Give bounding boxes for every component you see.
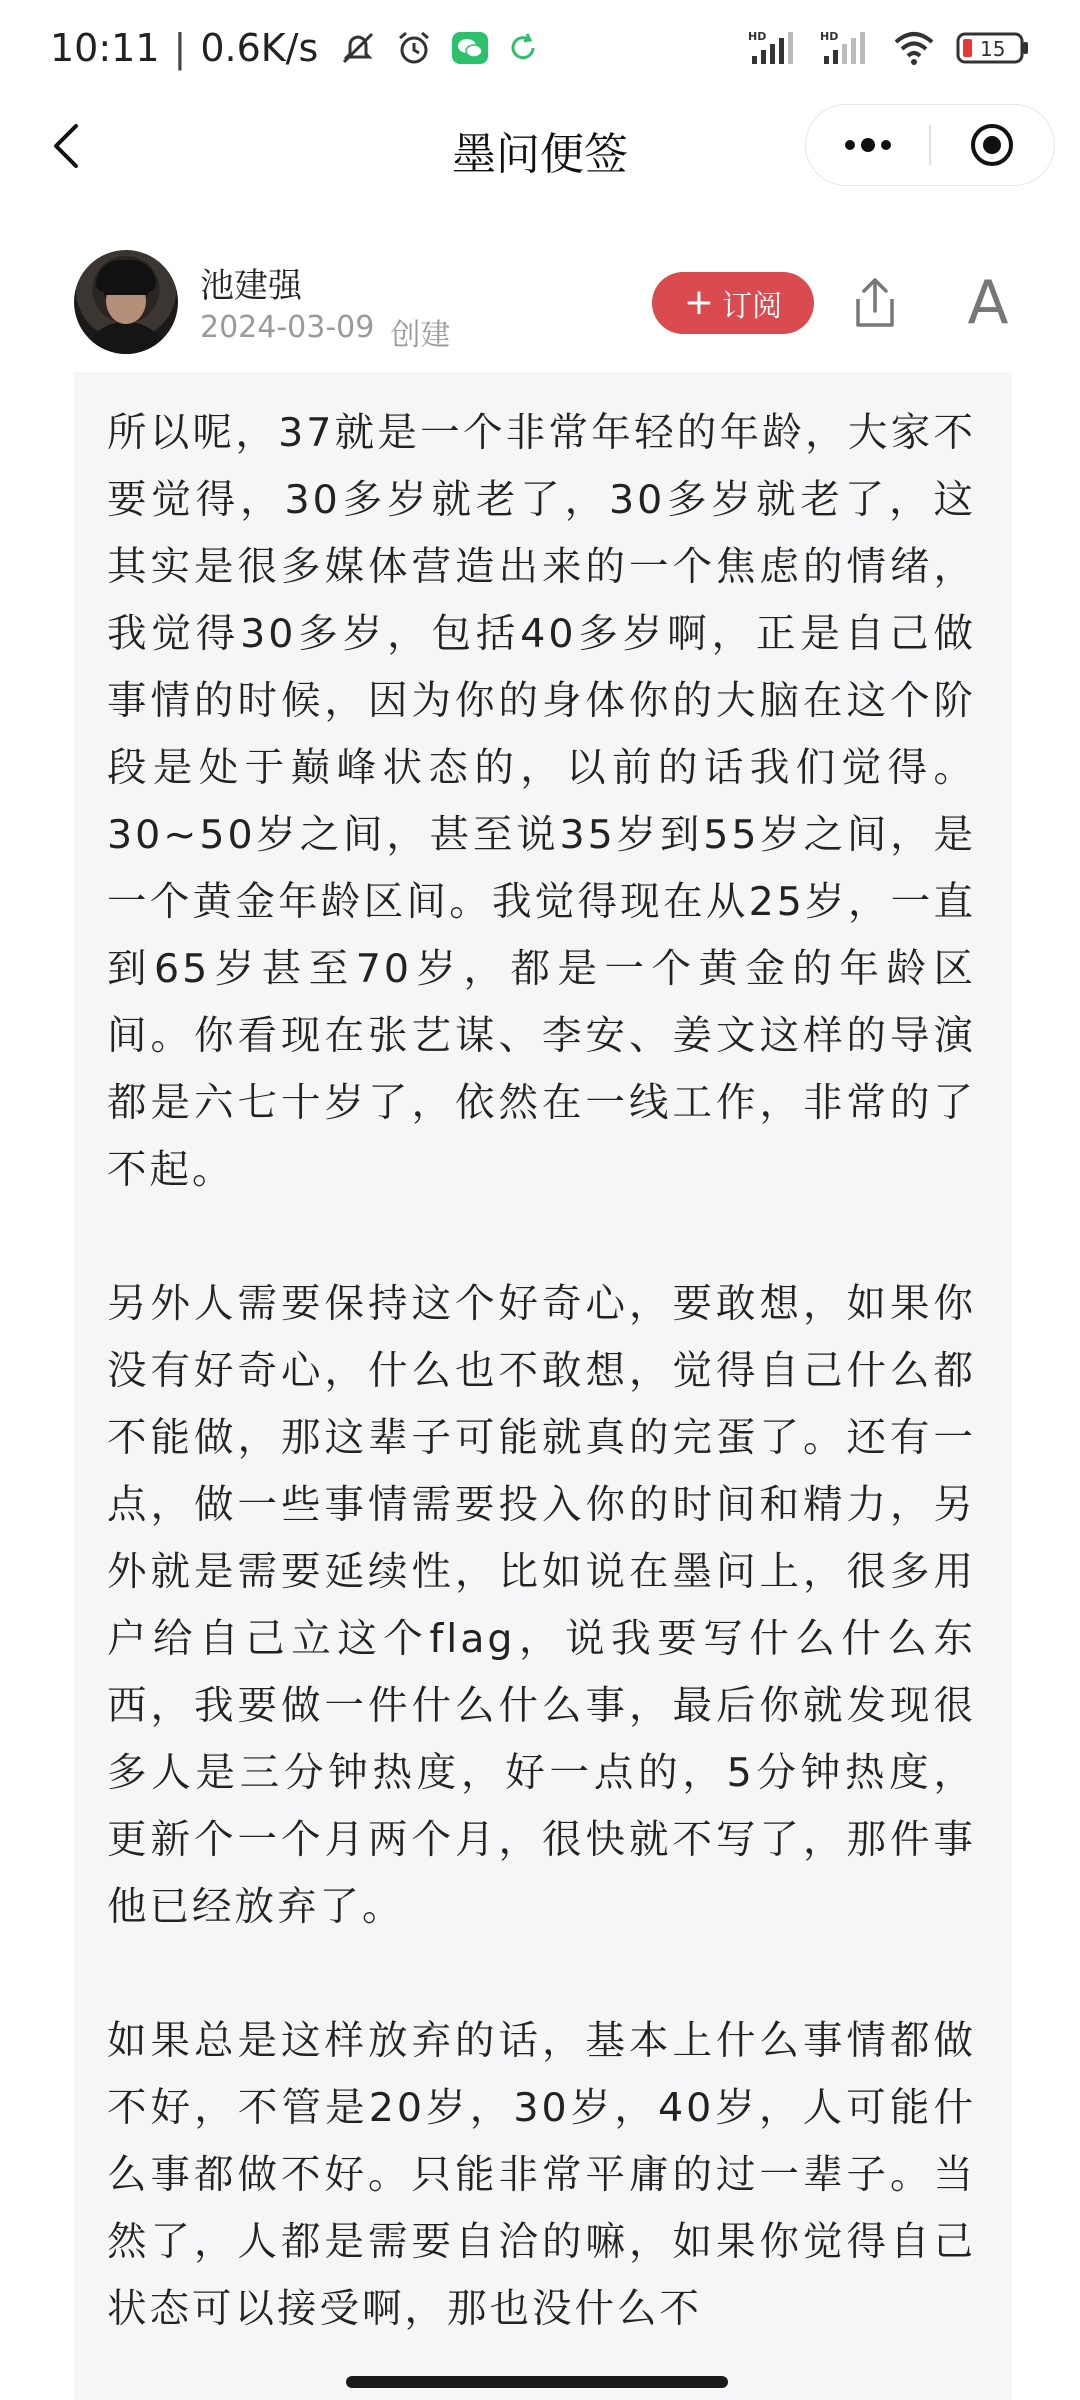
battery-level: 15 <box>980 37 1006 61</box>
author-name[interactable]: 池建强 <box>200 266 302 306</box>
network-speed: 0.6K/s <box>200 26 319 70</box>
close-mini-program-button[interactable] <box>931 105 1054 185</box>
font-size-icon: A <box>967 268 1009 338</box>
paragraph: 如果总是这样放弃的话，基本上什么事情都做不好，不管是20岁，30岁，40岁，人可能什么事都做不好。只能非常平庸的过一辈子。当然了，人都是需要自洽的嘛，如果你觉得自己状态可以接受啊，那也没什么不 <box>107 2018 976 2332</box>
subscribe-label: 订阅 <box>722 289 783 324</box>
paragraph: 另外人需要保持这个好奇心，要敢想，如果你没有好奇心，什么也不敢想，觉得自己什么都不能做，那这辈子可能就真的完蛋了。还有一点，做一些事情需要投入你的时间和精力，另外就是需要延续性，比如说在墨问上，很多用户给自己立这个flag，说我要写什么什么东西，我要做一件什么什么事，最后你就发现很多人是三分钟热度，好一点的，5分钟热度，更新个一个月两个月，很快就不写了，那件事他已经放弃了。 <box>107 1281 976 1930</box>
status-right <box>748 28 1030 68</box>
mute-icon <box>338 28 378 68</box>
avatar[interactable] <box>74 250 178 354</box>
plus-icon: + <box>683 282 715 323</box>
author-row <box>0 248 1080 358</box>
created-date: 2024-03-09 <box>200 310 375 345</box>
share-icon <box>850 275 900 331</box>
more-dots-icon <box>838 135 898 155</box>
mini-program-capsule <box>805 104 1055 186</box>
status-left <box>50 26 540 70</box>
signal-hd-icon-1 <box>748 28 800 68</box>
note-content <box>74 372 1012 2400</box>
close-target-icon <box>968 121 1016 169</box>
share-button[interactable] <box>845 273 905 333</box>
note-meta <box>200 310 450 354</box>
alarm-icon <box>394 28 434 68</box>
signal-hd-icon-2 <box>820 28 872 68</box>
subscribe-button[interactable] <box>652 272 814 334</box>
paragraph: 所以呢，37就是一个非常年轻的年龄，大家不要觉得，30多岁就老了，30多岁就老了，这其实是很多媒体营造出来的一个焦虑的情绪，我觉得30多岁，包括40多岁啊，正是自己做事情的时候，因为你的身体你的大脑在这个阶段是处于巅峰状态的，以前的话我们觉得。30~50岁之间，甚至说35岁到55岁之间，是一个黄金年龄区间。我觉得现在从25岁，一直到65岁甚至70岁，都是一个黄金的年龄区间。你看现在张艺谋、李安、姜文这样的导演都是六七十岁了，依然在一线工作，非常的了不起。 <box>107 410 976 1193</box>
sync-icon <box>506 31 540 65</box>
wechat-icon <box>450 28 490 68</box>
page-title: 墨问便签 <box>452 129 628 180</box>
title-bar <box>0 96 1080 196</box>
battery-icon <box>956 30 1030 66</box>
status-separator: | <box>173 26 187 70</box>
wifi-icon <box>892 28 936 68</box>
signal-hd-label-2: HD <box>820 30 839 43</box>
status-bar <box>0 0 1080 96</box>
more-button[interactable] <box>806 105 929 185</box>
created-label: 创建 <box>390 318 451 353</box>
status-time: 10:11 <box>50 26 160 70</box>
signal-hd-label-1: HD <box>748 30 767 43</box>
font-size-button[interactable] <box>955 270 1021 336</box>
home-indicator[interactable] <box>346 2376 728 2388</box>
